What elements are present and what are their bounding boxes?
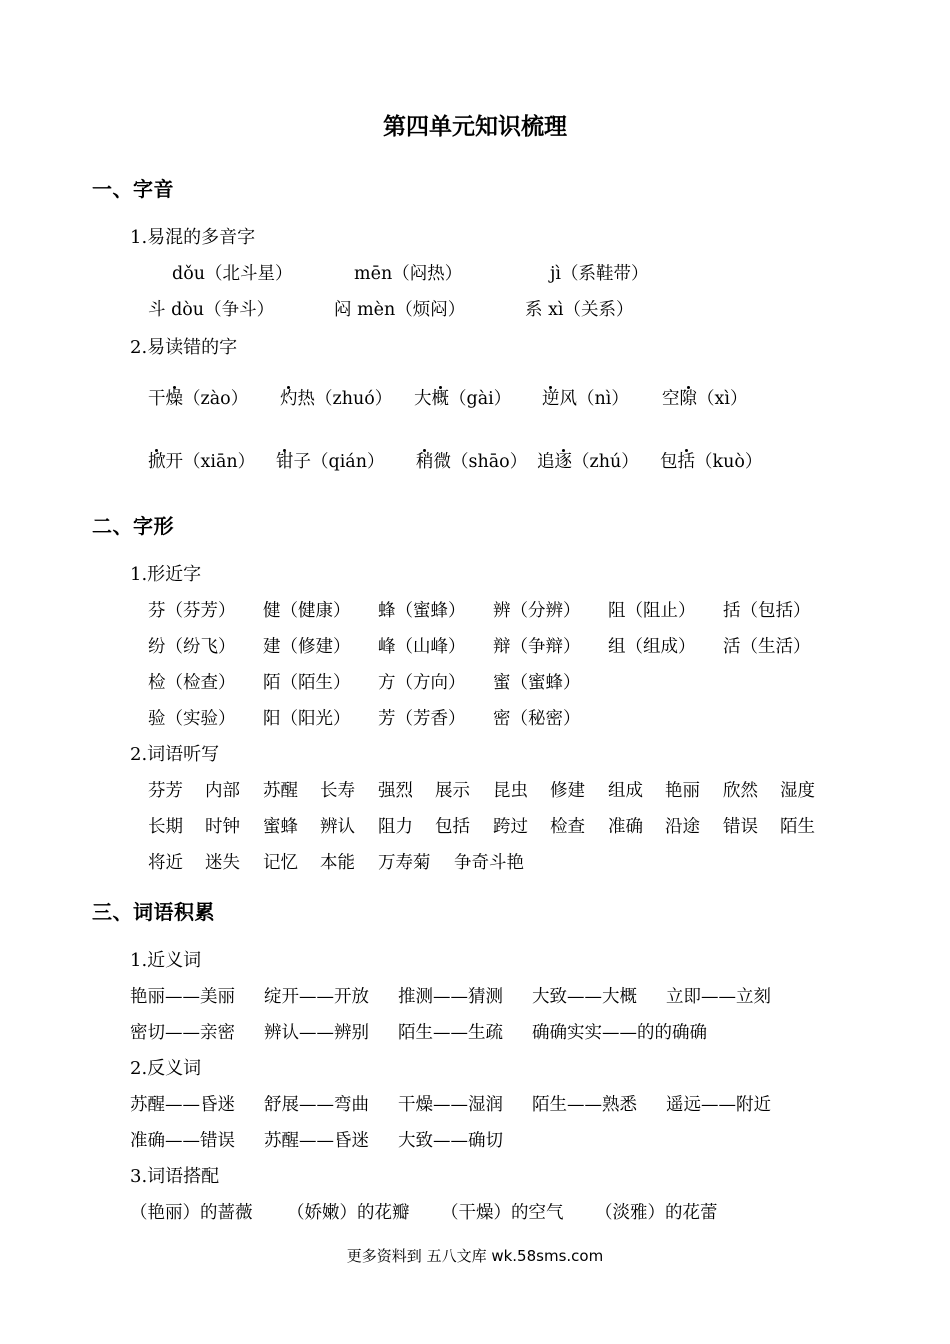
section-heading-character-form: 二、字形: [92, 514, 174, 538]
similar-item: 峰（山峰）: [378, 637, 466, 657]
antonym-pair: 大致——确切: [398, 1131, 503, 1151]
dictation-word: 准确: [608, 817, 643, 837]
collocation-item: （艳丽）的蔷薇: [130, 1203, 253, 1223]
subheading-similar-characters: 1.形近字: [130, 564, 202, 585]
similar-item: 辩（争辩）: [493, 637, 581, 657]
similar-item: 陌（陌生）: [263, 673, 351, 693]
dictation-word: 长期: [148, 817, 183, 837]
similar-item: 验（实验）: [148, 709, 236, 729]
dictation-word: 展示: [435, 781, 470, 801]
emphasis-dot-char: 稍: [416, 452, 434, 472]
page-title: 第四单元知识梳理: [383, 113, 567, 140]
dictation-word: 检查: [550, 817, 585, 837]
emphasis-dot-char: 逆: [542, 389, 560, 409]
similar-item: 组（组成）: [608, 637, 696, 657]
synonym-pair: 艳丽——美丽: [130, 987, 235, 1007]
similar-item: 阻（阻止）: [608, 601, 696, 621]
subheading-dictation: 2.词语听写: [130, 744, 220, 765]
dictation-word: 迷失: [205, 853, 240, 873]
dictation-word: 错误: [723, 817, 758, 837]
dictation-word: 艳丽: [665, 781, 700, 801]
similar-item: 阳（阳光）: [263, 709, 351, 729]
dictation-word: 蜜蜂: [263, 817, 298, 837]
dictation-word: 记忆: [263, 853, 298, 873]
misread-item: 逆风（nì）: [542, 389, 629, 409]
dictation-word: 争奇斗艳: [454, 853, 524, 873]
dictation-word: 内部: [205, 781, 240, 801]
dictation-word: 欣然: [723, 781, 758, 801]
misread-item: 包括（kuò）: [660, 452, 763, 472]
polyphonic-item: jì（系鞋带）: [550, 264, 649, 284]
antonym-pair: 苏醒——昏迷: [264, 1131, 369, 1151]
antonym-pair: 苏醒——昏迷: [130, 1095, 235, 1115]
dictation-word: 阻力: [378, 817, 413, 837]
section-heading-pronunciation: 一、字音: [92, 177, 174, 201]
dictation-word: 沿途: [665, 817, 700, 837]
dictation-word: 强烈: [378, 781, 413, 801]
similar-item: 活（生活）: [723, 637, 811, 657]
synonym-pair: 确确实实——的的确确: [532, 1023, 707, 1043]
antonym-pair: 干燥——湿润: [398, 1095, 503, 1115]
footer-source-text: 更多资料到 五八文库 wk.58sms.com: [346, 1247, 604, 1265]
dictation-word: 组成: [608, 781, 643, 801]
dictation-word: 本能: [320, 853, 355, 873]
dictation-word: 修建: [550, 781, 585, 801]
misread-item: 空隙（xì）: [662, 389, 748, 409]
dictation-word: 苏醒: [263, 781, 298, 801]
similar-item: 密（秘密）: [493, 709, 581, 729]
synonym-pair: 绽开——开放: [264, 987, 369, 1007]
collocation-item: （淡雅）的花蕾: [595, 1203, 718, 1223]
dictation-word: 陌生: [780, 817, 815, 837]
emphasis-dot-char: 隙: [679, 389, 697, 409]
similar-item: 辨（分辨）: [493, 601, 581, 621]
synonym-pair: 辨认——辨别: [264, 1023, 369, 1043]
synonym-pair: 立即——立刻: [666, 987, 771, 1007]
subheading-polyphonic: 1.易混的多音字: [130, 227, 256, 248]
collocation-item: （干燥）的空气: [441, 1203, 564, 1223]
misread-item: 干燥（zào）: [148, 389, 249, 409]
antonym-pair: 遥远——附近: [666, 1095, 771, 1115]
misread-item: 追逐（zhú）: [537, 452, 639, 472]
synonym-pair: 陌生——生疏: [398, 1023, 503, 1043]
misread-item: 掀开（xiān）: [148, 452, 256, 472]
emphasis-dot-char: 钳: [276, 452, 294, 472]
synonym-pair: 推测——猜测: [398, 987, 503, 1007]
misread-item: 稍微（shāo）: [416, 452, 528, 472]
dictation-word: 辨认: [320, 817, 355, 837]
dictation-word: 长寿: [320, 781, 355, 801]
antonym-pair: 舒展——弯曲: [264, 1095, 369, 1115]
dictation-word: 包括: [435, 817, 470, 837]
subheading-misread: 2.易读错的字: [130, 337, 238, 358]
similar-item: 蜂（蜜蜂）: [378, 601, 466, 621]
similar-item: 芬（芬芳）: [148, 601, 236, 621]
polyphonic-item: dǒu（北斗星）: [172, 264, 293, 284]
polyphonic-item: 系 xì（关系）: [525, 300, 634, 320]
dictation-word: 湿度: [780, 781, 815, 801]
emphasis-dot-char: 燥: [165, 389, 183, 409]
misread-item: 灼热（zhuó）: [280, 389, 393, 409]
similar-item: 蜜（蜜蜂）: [493, 673, 581, 693]
similar-item: 建（修建）: [263, 637, 351, 657]
dictation-word: 时钟: [205, 817, 240, 837]
dictation-word: 万寿菊: [378, 853, 431, 873]
similar-item: 方（方向）: [378, 673, 466, 693]
similar-item: 纷（纷飞）: [148, 637, 236, 657]
emphasis-dot-char: 灼: [280, 389, 298, 409]
emphasis-dot-char: 括: [677, 452, 695, 472]
synonym-pair: 密切——亲密: [130, 1023, 235, 1043]
similar-item: 芳（芳香）: [378, 709, 466, 729]
dictation-word: 芬芳: [148, 781, 183, 801]
polyphonic-item: 斗 dòu（争斗）: [148, 300, 275, 320]
similar-item: 检（检查）: [148, 673, 236, 693]
antonym-pair: 陌生——熟悉: [532, 1095, 637, 1115]
synonym-pair: 大致——大概: [532, 987, 637, 1007]
dictation-word: 昆虫: [493, 781, 528, 801]
dictation-word: 将近: [148, 853, 183, 873]
subheading-collocations: 3.词语搭配: [130, 1166, 220, 1187]
similar-item: 健（健康）: [263, 601, 351, 621]
collocation-item: （娇嫩）的花瓣: [287, 1203, 410, 1223]
section-heading-vocabulary: 三、词语积累: [92, 900, 215, 924]
emphasis-dot-char: 概: [431, 389, 449, 409]
similar-item: 括（包括）: [723, 601, 811, 621]
subheading-antonyms: 2.反义词: [130, 1058, 202, 1079]
misread-item: 大概（gài）: [414, 389, 512, 409]
polyphonic-item: mēn（闷热）: [354, 264, 463, 284]
dictation-word: 跨过: [493, 817, 528, 837]
polyphonic-item: 闷 mèn（烦闷）: [334, 300, 466, 320]
antonym-pair: 准确——错误: [130, 1131, 235, 1151]
emphasis-dot-char: 掀: [148, 452, 166, 472]
misread-item: 钳子（qián）: [276, 452, 385, 472]
subheading-synonyms: 1.近义词: [130, 950, 202, 971]
emphasis-dot-char: 逐: [554, 452, 572, 472]
